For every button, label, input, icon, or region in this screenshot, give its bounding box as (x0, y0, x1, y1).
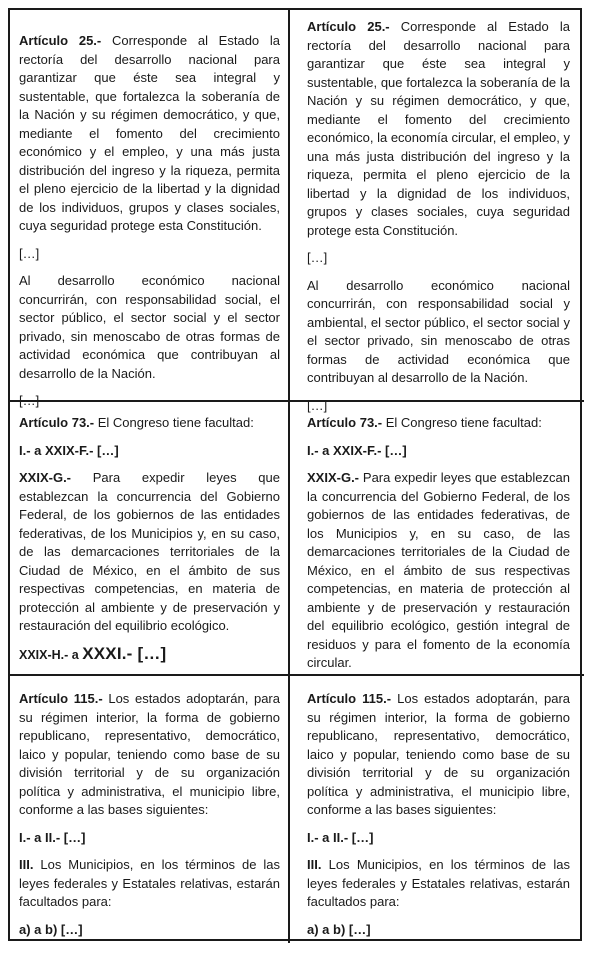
text-segment: […] (19, 393, 40, 408)
paragraph (19, 32, 280, 236)
paragraph (307, 442, 570, 461)
text-segment: Para expedir leyes que establezcan la concurrencia del Gobierno Federal, de los gobiernos de las entidades federativas, de los Municipios y, en su caso, de las demarcaciones territoriales de la Ciudad de México, en el ámbito de sus respectivas competencias, en materia de protección al ambiente y de preservación y restauración del equilibrio ecológico. (19, 470, 280, 633)
text-segment: […] (307, 397, 328, 413)
paragraph (307, 18, 570, 240)
text-segment: I.- a XXIX-F.- […] (19, 442, 119, 458)
ellipsis-placeholder (19, 245, 280, 264)
text-segment: XXXI.- […] (82, 643, 167, 663)
cell-articulo-73-current (10, 402, 290, 676)
text-segment: Artículo 25.- (19, 33, 112, 48)
text-segment: Artículo 73.- (19, 415, 98, 430)
text-segment: El Congreso tiene facultad: (97, 415, 254, 430)
text-segment: Artículo 73.- (307, 415, 386, 430)
text-segment: El Congreso tiene facultad: (385, 415, 542, 430)
text-segment: Los Municipios, en los términos de las leyes federales y Estatales relativas, estarán facultados para: (307, 857, 570, 909)
paragraph (19, 829, 280, 848)
cell-articulo-115-proposed (290, 676, 584, 943)
paragraph (307, 414, 570, 433)
text-segment: Corresponde al Estado la rectoría del desarrollo nacional para garantizar que éste sea integral y sustentable, que fortalezca la soberanía de la Nación y su régimen democrático, y que, mediante el fomento del crecimiento económico, la economía circular, el empleo, y una más justa distribución del ingreso y la riqueza, permita el pleno ejercicio de la libertad y la dignidad de los individuos, grupos y clases sociales, cuya seguridad protege esta Constitución. (307, 19, 571, 238)
text-segment: I.- a II.- […] (307, 829, 374, 845)
text-segment: XXIX-H.- a (19, 647, 83, 662)
paragraph (307, 690, 570, 820)
text-segment: Al desarrollo económico nacional concurrirán, con responsabilidad social y ambiental, el sector público, el sector social y el sector privado, sin menoscabo de otras formas de actividad económica que contribuyan al desarrollo de la Nación. (307, 277, 570, 385)
text-segment: Para expedir leyes que establezcan la concurrencia del Gobierno Federal, de los gobiernos de las entidades federativas, de los Municipios y, en su caso, de las demarcaciones territoriales de la Ciudad de México, en el ámbito de sus respectivas competencias, en materia de protección al ambiente y de preservación y restauración del equilibrio ecológico, gestión integral de residuos y para el fomento de la economía circular. (307, 470, 570, 670)
text-segment: I.- a II.- […] (19, 829, 86, 845)
paragraph (19, 645, 280, 665)
text-segment: Los estados adoptarán, para su régimen interior, la forma de gobierno republicano, representativo, democrático, laico y popular, teniendo como base de su división territorial y de su organización política y administrativa, el municipio libre, conforme a las bases siguientes: (307, 691, 571, 817)
text-segment: Los Municipios, en los términos de las leyes federales y Estatales relativas, estarán facultados para: (19, 857, 280, 909)
text-segment: Artículo 25.- (307, 19, 401, 34)
text-segment: Los estados adoptarán, para su régimen interior, la forma de gobierno republicano, representativo, democrático, laico y popular, teniendo como base de su división territorial y de su organización política y administrativa, el municipio libre, conforme a las bases siguientes: (19, 691, 280, 817)
paragraph (307, 856, 570, 912)
text-segment: III. (19, 857, 41, 872)
paragraph (19, 272, 280, 383)
paragraph (19, 469, 280, 636)
text-segment: […] (19, 245, 40, 261)
text-segment: XXIX-G.- (307, 470, 363, 485)
cell-articulo-115-current (10, 676, 290, 943)
ellipsis-placeholder (307, 249, 570, 268)
text-segment: I.- a XXIX-F.- […] (307, 442, 407, 458)
text-segment: Artículo 115.- (19, 691, 109, 706)
text-segment: Artículo 115.- (307, 691, 398, 706)
text-segment: a) a b) […] (19, 921, 83, 937)
text-segment: Corresponde al Estado la rectoría del desarrollo nacional para garantizar que éste sea integral y sustentable, que fortalezca la soberanía de la Nación y su régimen democrático, y que, mediante el fomento del crecimiento económico y el empleo, y una más justa distribución del ingreso y la riqueza, permita el pleno ejercicio de la libertad y la dignidad de los individuos, grupos y clases sociales, cuya seguridad protege esta Constitución. (19, 33, 280, 233)
text-segment: Al desarrollo económico nacional concurrirán, con responsabilidad social, el sector público, el sector social y el sector privado, sin menoscabo de otras formas de actividad económica que contribuyan al desarrollo de la Nación. (19, 273, 280, 381)
paragraph (307, 829, 570, 848)
text-segment: a) a b) […] (307, 921, 371, 937)
cell-articulo-73-proposed (290, 402, 584, 676)
paragraph (19, 414, 280, 433)
paragraph (307, 469, 570, 673)
text-segment: […] (307, 250, 328, 265)
text-segment: XXIX-G.- (19, 470, 93, 485)
paragraph (19, 856, 280, 912)
paragraph (307, 921, 570, 940)
cell-articulo-25-proposed (290, 10, 584, 413)
text-segment: III. (307, 857, 329, 872)
paragraph (19, 921, 280, 940)
comparison-table (8, 8, 582, 941)
cell-articulo-25-current (10, 10, 290, 408)
paragraph (19, 442, 280, 461)
paragraph (19, 690, 280, 820)
paragraph (307, 277, 570, 388)
